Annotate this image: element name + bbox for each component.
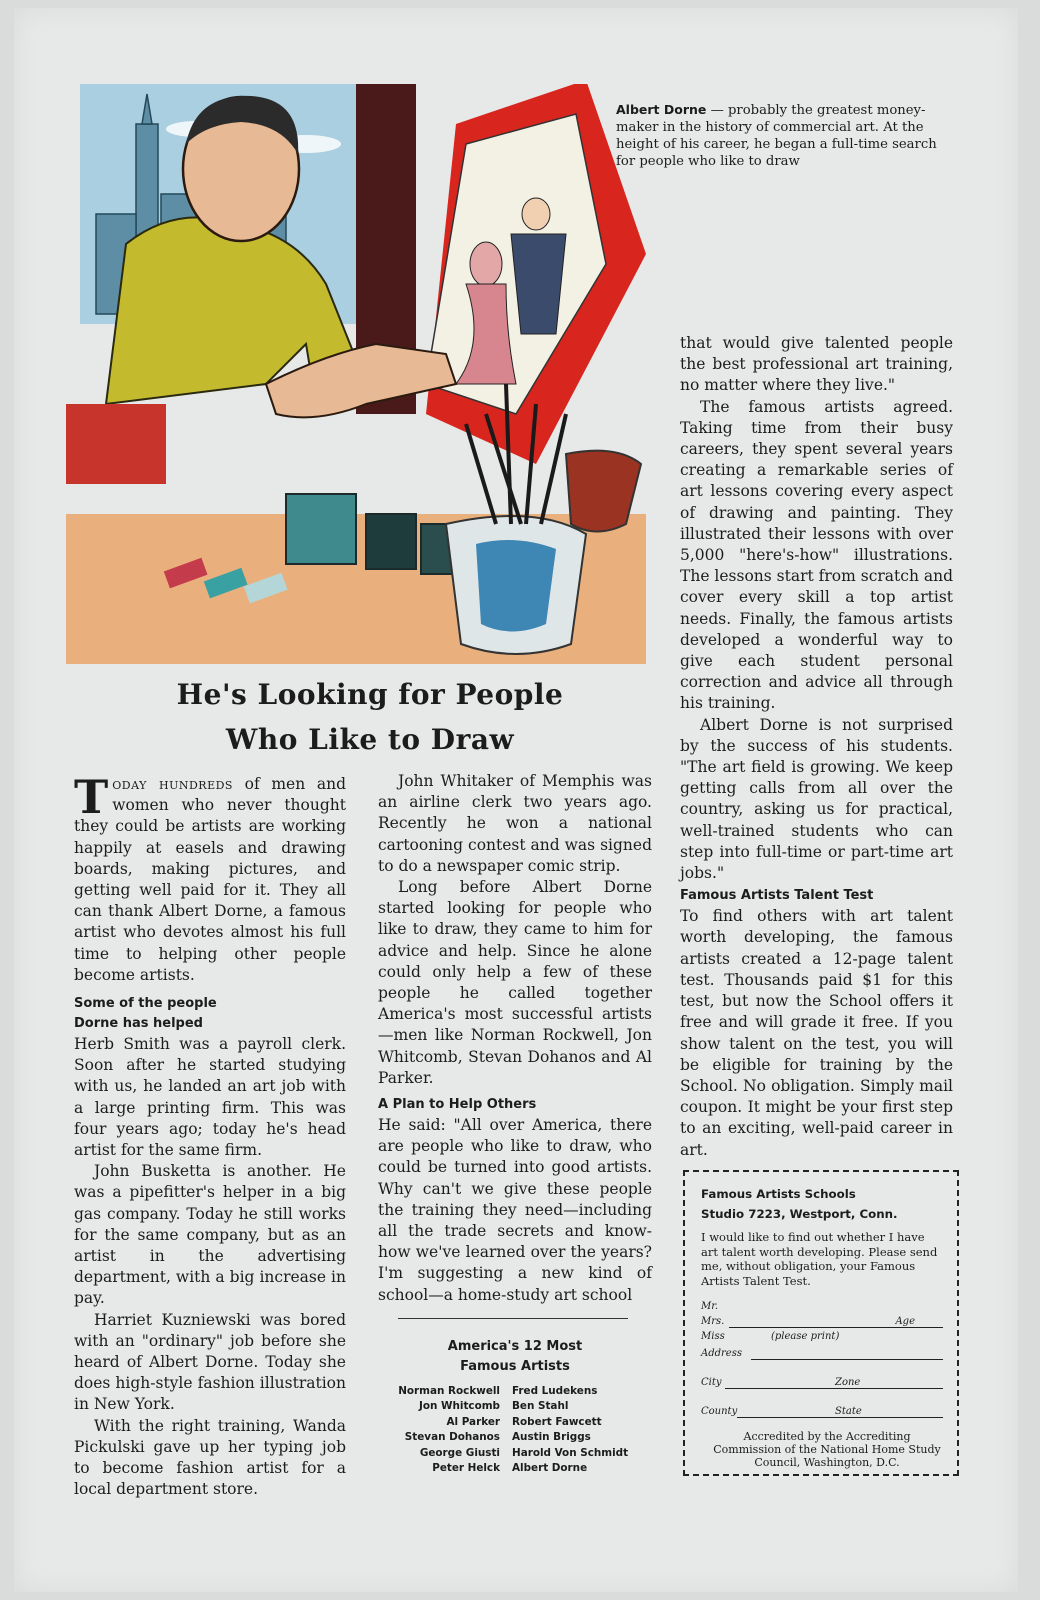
paragraph-john-busketta: John Busketta is another. He was a pipefitter's helper in a big gas company. Today he still works for the same company, but as an artist in the advertising department, with a big increase in pay. [74,1162,346,1308]
artist-name: Peter Helck [432,1462,500,1475]
albert-dorne-illustration [66,84,646,664]
coupon-field-mr[interactable] [701,1300,943,1315]
subhead-plan: A Plan to Help Others [378,1097,537,1113]
paragraph-john-whitaker: John Whitaker of Memphis was an airline clerk two years ago. Recently he won a national cartooning contest and was signed to do a newspaper comic strip. [378,772,652,875]
brush-jar-glaze [476,540,556,632]
coupon-label-miss: Miss [701,1331,725,1342]
paragraph-not-surprised: Albert Dorne is not surprised by the success of his students. "The art field is growing. We keep getting calls from all over the country, asking us for practical, well-trained students who can step into full-time or part-time art jobs." [680,715,953,883]
subhead-some-people: Some of the people [74,996,217,1012]
coupon-field-miss[interactable] [701,1330,943,1345]
artists-title [378,1337,652,1377]
coupon-label-age: Age [895,1316,915,1327]
intro-paragraph [74,770,346,986]
canvas-figure-overalls [511,234,566,334]
coupon-label-mr: Mr. [701,1301,719,1312]
artists-row [368,1399,658,1414]
coupon-label-zone: Zone [835,1377,861,1388]
intro-text: of men and women who never thought they could be artists are working happily at easels and drawing boards, making pictures, and getting well paid for it. They all can thank Albert Dorne, a famous artist who devotes almost his full time to helping other people become artists. [74,775,346,984]
artists-list [368,1384,658,1476]
intro-smallcaps: oday hundreds [112,775,233,793]
divider-rule [398,1318,628,1319]
article-column-2 [378,771,652,1306]
subhead-dorne-helped: Dorne has helped [74,1016,203,1032]
artist-name: Al Parker [446,1415,500,1428]
artist-name: Jon Whitcomb [419,1400,500,1413]
coupon-label-state: State [835,1406,862,1417]
artists-row [368,1384,658,1399]
paragraph-herb-smith: Herb Smith was a payroll clerk. Soon after he started studying with us, he landed an art job with a large printing firm. This was four years ago; today he's head artist for the same firm. [74,1035,346,1160]
coupon-label-please-print: (please print) [771,1331,840,1342]
coupon-school-name: Famous Artists Schools [701,1187,856,1201]
artists-row [368,1461,658,1476]
drop-cap: T [74,770,109,824]
paragraph-wanda-pickulski: With the right training, Wanda Pickulski gave up her typing job to become fashion artist for a local department store. [74,1416,346,1499]
coupon-field-city[interactable] [701,1376,943,1391]
article-column-1 [74,770,346,1501]
paragraph-artists-agreed: The famous artists agreed. Taking time from their busy careers, they spent several years creating a remarkable series of art lessons covering every aspect of drawing and painting. They illustrated their lessons with over 5,000 "here's-how" illustrations. The lessons start from scratch and cover every skill a top artist needs. Finally, the famous artists developed a wonderful way to give each student personal correction and advice all through his training. [680,397,953,713]
artists-row [368,1446,658,1461]
red-chair [66,404,166,484]
mail-coupon[interactable] [683,1170,959,1476]
coupon-request-text: I would like to find out whether I have art talent worth developing. Please send me, without obligation, your Famous Artists Talent Test. [701,1230,938,1288]
coupon-label-city: City [701,1377,722,1388]
article-column-3 [680,333,953,1161]
artists-row [368,1415,658,1430]
coupon-label-mrs: Mrs. [701,1316,725,1327]
headline-line-1: He's Looking for People [176,678,564,711]
artists-row [368,1430,658,1445]
artist-name: Albert Dorne [512,1462,588,1475]
headline-line-2: Who Like to Draw [225,723,515,756]
paragraph-talent-test: To find others with art talent worth developing, the famous artists created a 12-page talent test. Thousands paid $1 for this test, but now the School offers it free and will grade it free. If you show talent on the test, you will be eligible for training by the School. No obligation. Simply mail coupon. It might be your first step to an exciting, well-paid career in art. [680,907,953,1159]
artists-title-line-1: America's 12 Most [447,1339,583,1354]
artist-name: Stevan Dohanos [404,1431,500,1444]
headline [90,672,650,762]
artist-name: Robert Fawcett [512,1415,602,1428]
artist-name: Norman Rockwell [398,1385,500,1397]
coupon-field-address[interactable] [701,1347,943,1362]
artist-name: Harold Von Schmidt [512,1446,629,1459]
coupon-field-mrs[interactable] [701,1315,943,1330]
coupon-label-county: County [701,1406,738,1417]
coupon-label-address: Address [701,1348,742,1359]
paragraph-harriet-kuzniewski: Harriet Kuzniewski was bored with an "ordinary" job before she heard of Albert Dorne. Today she does high-style fashion illustration in New York. [74,1310,346,1414]
artist-name: Fred Ludekens [512,1385,598,1397]
paint-jars [286,494,461,574]
canvas-figure-man [522,198,550,230]
artist-name: George Giusti [419,1446,500,1459]
caption-text: — probably the greatest money-maker in the history of commercial art. At the height of his career, he began a full-time search for people who like to draw [616,103,937,169]
canvas-figure-woman [470,242,502,286]
paragraph-long-before: Long before Albert Dorne started looking for people who like to draw, they came to him for advice and help. Since he alone could only help a few of these people he called together America's most successful artists—men like Norman Rockwell, Jon Whitcomb, Stevan Dohanos and Al Parker. [378,878,652,1087]
subhead-talent-test: Famous Artists Talent Test [680,888,874,904]
illustration-caption [616,101,946,170]
paragraph-continued: that would give talented people the best professional art training, no matter where they live." [680,334,953,395]
caption-name: Albert Dorne [616,102,707,117]
artist-name: Ben Stahl [512,1400,569,1413]
paragraph-he-said: He said: "All over America, there are people who like to draw, who could be turned into good artists. Why can't we give these people the training they need—including all the trade secrets and know-how we've learned over the years? I'm suggesting a new kind of school—a home-study art school [378,1116,652,1304]
artist-name: Austin Briggs [512,1431,591,1444]
coupon-accreditation: Accredited by the Accrediting Commission of the National Home Study Council, Washington, D.C. [713,1430,941,1469]
coupon-field-county[interactable] [701,1405,943,1420]
artists-title-line-2: Famous Artists [460,1359,570,1374]
coupon-school-address: Studio 7223, Westport, Conn. [701,1207,898,1221]
